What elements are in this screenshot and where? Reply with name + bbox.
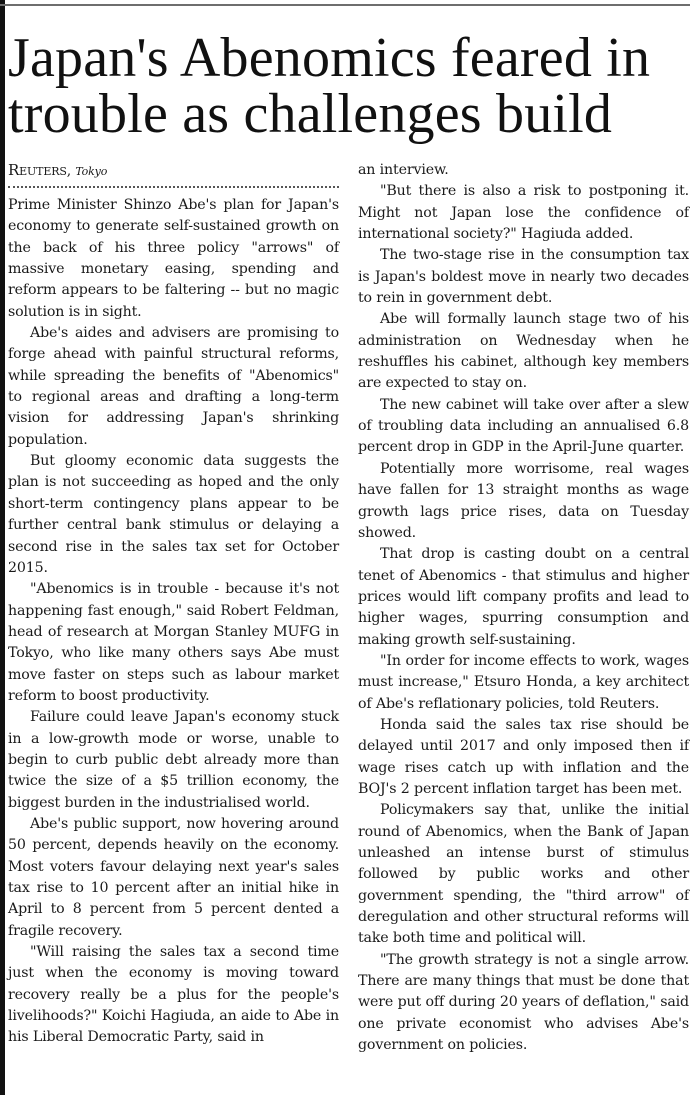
column-left-rule — [0, 0, 5, 1095]
paragraph: "Abenomics is in trouble - because it's not happening fast enough," said Robert Feldman, head of research at Morgan Stanley MUFG in Tokyo, who like many others says Abe must move faster on steps such as labour market reform to boost productivity. — [8, 581, 339, 704]
byline-comma: , — [66, 163, 76, 179]
paragraph: Honda said the sales tax rise should be delayed until 2017 and only imposed then if wage rises catch up with inflation and the BOJ's 2 percent inflation target has been met. — [358, 716, 689, 797]
paragraph: Prime Minister Shinzo Abe's plan for Japan's economy to generate self-sustained growth on the back of his three policy "arrows" of massive monetary easing, spending and reform appears to be faltering -- but no magic solution is in sight. — [8, 197, 339, 320]
paragraph: Abe's public support, now hovering around 50 percent, depends heavily on the economy. Most voters favour delaying next year's sales tax rise to 10 percent after an initial hike in April to 8 percent from 5 percent dented a fragile recovery. — [8, 815, 339, 939]
paragraph: "The growth strategy is not a single arrow. There are many things that must be done that were put off during 20 years of deflation," said one private economist who advises Abe's government on policies. — [358, 951, 689, 1054]
byline-location: Tokyo — [75, 165, 108, 178]
dotted-divider — [8, 186, 339, 188]
article-column-right — [358, 160, 689, 1056]
paragraph-continuation: an interview. — [358, 162, 449, 178]
paragraph: But gloomy economic data suggests the plan is not succeeding as hoped and the only short-term contingency plans appear to be further central bank stimulus or delaying a second rise in the sales tax set for October 2015. — [8, 453, 339, 576]
paragraph: Policymakers say that, unlike the initial round of Abenomics, when the Bank of Japan unleashed an intense burst of stimulus followed by public works and other government spending, the "third arrow" of deregulation and other structural reforms will take both time and political will. — [358, 802, 689, 947]
headline: Japan's Abenomics feared in trouble as challenges build — [8, 27, 651, 145]
byline — [8, 160, 339, 180]
paragraph: "Will raising the sales tax a second time just when the economy is moving toward recovery really be a plus for the people's livelihoods?" Koichi Hagiuda, an aide to Abe in his Liberal Democratic Party, said in — [8, 944, 339, 1046]
paragraph: That drop is casting doubt on a central tenet of Abenomics - that stimulus and higher prices would lift company profits and lead to higher wages, spurring consumption and making growth self-sustaining. — [358, 546, 689, 648]
byline-source: Reuters — [8, 161, 67, 179]
top-rule — [0, 4, 690, 6]
paragraph: Abe's aides and advisers are promising to forge ahead with painful structural reforms, while spreading the benefits of "Abenomics" to regional areas and drafting a long-term vision for addressing Japan's shrinking population. — [8, 325, 339, 448]
paragraph: "But there is also a risk to postponing it. Might not Japan lose the confidence of international society?" Hagiuda added. — [358, 183, 689, 243]
paragraph: Failure could leave Japan's economy stuck in a low-growth mode or worse, unable to begin to curb public debt already more than twice the size of a $5 trillion economy, the biggest burden in the industrialised world. — [8, 709, 339, 811]
article-column-left — [8, 160, 339, 1049]
paragraph: "In order for income effects to work, wages must increase," Etsuro Honda, a key architect of Abe's reflationary policies, told Reuters. — [358, 652, 689, 712]
paragraph: Potentially more worrisome, real wages have fallen for 13 straight months as wage growth lags price rises, data on Tuesday showed. — [358, 460, 689, 541]
paragraph: The two-stage rise in the consumption tax is Japan's boldest move in nearly two decades to rein in government debt. — [358, 247, 689, 307]
paragraph: The new cabinet will take over after a slew of troubling data including an annualised 6.8 percent drop in GDP in the April-June quarter. — [358, 396, 689, 456]
paragraph: Abe will formally launch stage two of his administration on Wednesday when he reshuffles his cabinet, although key members are expected to stay on. — [358, 311, 689, 392]
